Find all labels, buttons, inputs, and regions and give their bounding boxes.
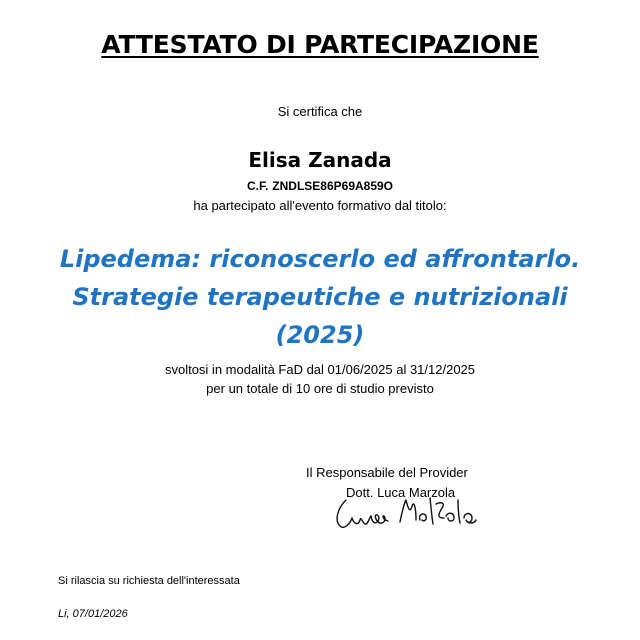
signature-icon	[328, 478, 488, 538]
request-note: Si rilascia su richiesta dell'interessata	[58, 575, 240, 587]
place-date: Li, 07/01/2026	[58, 608, 128, 620]
certificate-title: ATTESTATO DI PARTECIPAZIONE	[101, 30, 539, 59]
course-title: Lipedema: riconoscerlo ed affrontarlo. Strategie terapeutiche e nutrizionali (2025)	[59, 245, 581, 349]
fiscal-code-value: ZNDLSE86P69A859O	[272, 179, 394, 193]
provider-role: Il Responsabile del Provider	[306, 465, 468, 480]
provider-name: Dott. Luca Marzola	[346, 485, 456, 500]
course-mode-dates: svoltosi in modalità FaD dal 01/06/2025 al 31/12/2025	[164, 362, 476, 377]
certifies-text: Si certifica che	[277, 104, 363, 119]
fiscal-code	[0, 179, 640, 193]
participant-name: Elisa Zanada	[248, 148, 392, 172]
course-hours: per un totale di 10 ore di studio previsto	[206, 381, 434, 396]
fiscal-code-label: C.F.	[246, 179, 269, 193]
participation-statement: ha partecipato all'evento formativo dal titolo:	[193, 198, 447, 213]
